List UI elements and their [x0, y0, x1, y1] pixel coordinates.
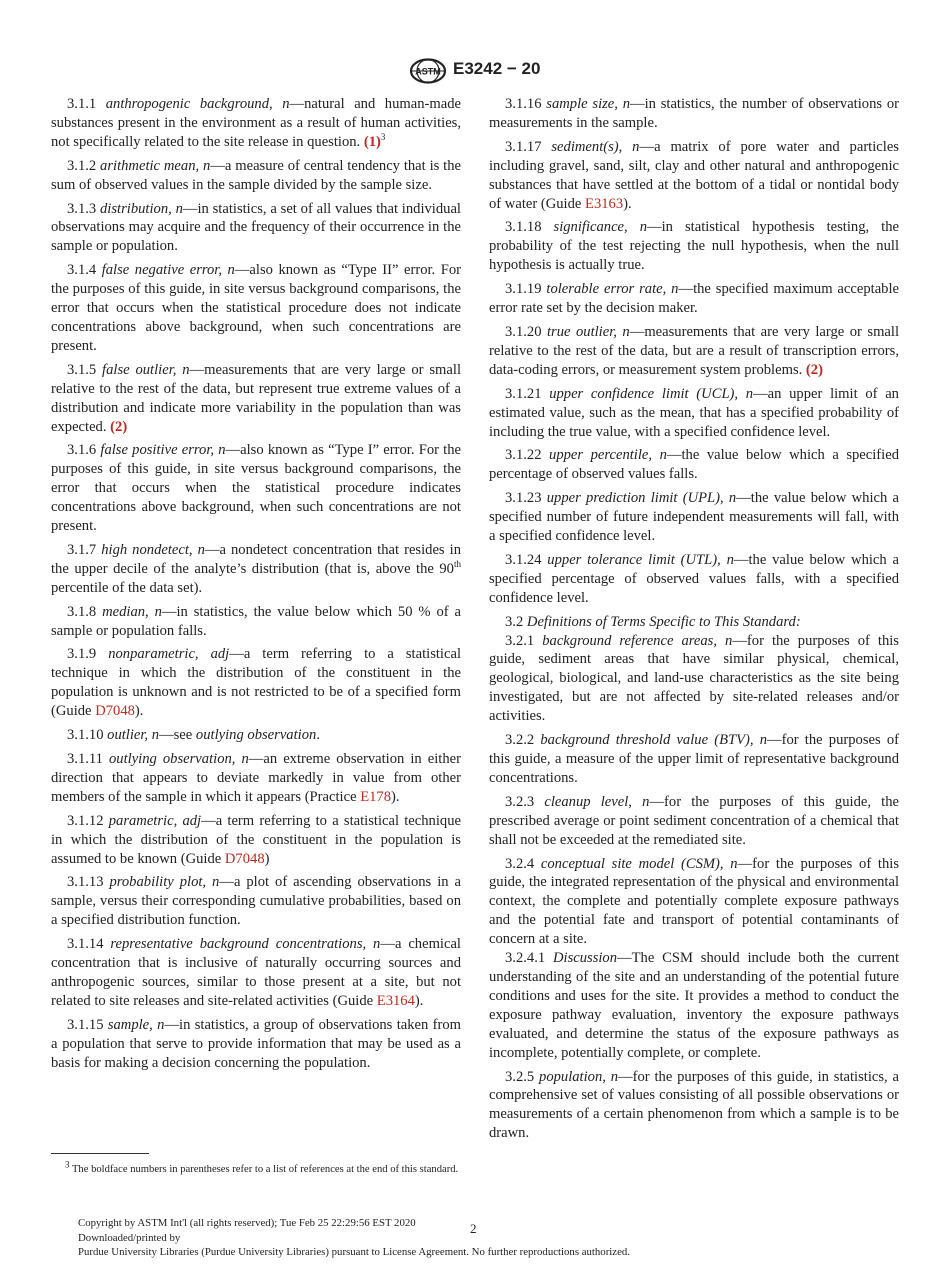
definition-text-end: percentile of the data set).: [51, 579, 203, 596]
definition-text: —a plot of ascending observations in a sample, versus their corresponding cumulative probabilities, based on a specified distribution function.: [51, 874, 461, 929]
definition-paragraph: [489, 138, 899, 214]
section-number: 3.2.3: [505, 793, 535, 810]
superscript: th: [453, 558, 461, 569]
definition-text: —also known as “Type II” error. For the purposes of this guide, in site versus background comparisons, the error that occurs when the statistical procedure does not indicate concentrations above background, when such concentrations are present.: [51, 262, 461, 354]
definition-text: —measurements that are very large or small relative to the rest of the data, but are a result of transcription errors, data-coding errors, or measurement system problems.: [489, 323, 900, 378]
definition-text: —for the purposes of this guide, a measure of the upper limit of representative background concentrations.: [489, 732, 899, 786]
section-number: 3.1.9: [67, 646, 97, 663]
definition-paragraph: [51, 157, 461, 195]
section-number: 3.1.3: [67, 200, 97, 217]
definition-text: —the value below which a specified percentage of observed values falls.: [489, 447, 899, 483]
definition-text-end: ).: [134, 703, 144, 720]
definition-paragraph: [489, 1068, 899, 1144]
definition-text: —for the purposes of this guide, the prescribed average or point sediment concentration of a chemical that shall not be exceeded at the remediated site.: [489, 793, 900, 848]
definition-paragraph: [489, 855, 899, 950]
defined-term: false outlier, n: [102, 361, 190, 378]
logo-text: ASTM: [415, 66, 441, 77]
section-number: 3.1.23: [505, 490, 542, 507]
defined-term: significance, n: [553, 219, 648, 236]
definition-paragraph: [51, 261, 461, 356]
defined-term: distribution, n: [100, 200, 183, 217]
section-number: 3.1.12: [67, 812, 104, 829]
section-number: 3.1.11: [67, 751, 103, 767]
definition-paragraph: [51, 935, 461, 1011]
defined-term: arithmetic mean, n: [100, 157, 211, 174]
defined-term: false negative error, n: [101, 262, 235, 279]
definition-paragraph: [489, 323, 899, 380]
defined-term: Definitions of Terms Specific to This Standard:: [526, 613, 801, 630]
defined-term: cleanup level, n: [544, 793, 650, 810]
defined-term: true outlier, n: [546, 323, 630, 340]
defined-term: false positive error, n: [100, 442, 226, 459]
footnote-divider: [51, 1153, 149, 1154]
definition-text-end: ).: [391, 788, 400, 805]
section-number: 3.1.22: [505, 447, 542, 464]
definition-paragraph: [489, 731, 899, 788]
definition-paragraph: [489, 613, 899, 632]
reference-open: (: [805, 361, 811, 378]
standard-link[interactable]: E3164: [376, 992, 415, 1009]
cross-reference-term: outlying observation: [195, 727, 317, 744]
reference-number[interactable]: 1: [368, 133, 377, 150]
definition-text: —in statistics, a set of all values that individual observations may acquire and the frequency of their occurrence in the sample or population.: [51, 200, 461, 255]
defined-term: anthropogenic background, n: [105, 96, 290, 112]
reference-number[interactable]: 2: [810, 361, 819, 378]
defined-term: nonparametric, adj: [108, 646, 230, 663]
definition-paragraph: [51, 441, 461, 536]
defined-term: probability plot, n: [109, 874, 220, 891]
defined-term: upper tolerance limit (UTL), n: [547, 551, 734, 568]
defined-term: population, n: [539, 1068, 619, 1085]
section-number: 3.1.6: [67, 442, 97, 459]
definition-text: —natural and human-made substances present in the environment as a result of human activities, not specifically related to the site release in question.: [51, 96, 461, 150]
standard-link[interactable]: E178: [360, 788, 392, 805]
section-number: 3.1.17: [505, 138, 542, 155]
definition-paragraph: [51, 750, 461, 807]
standard-link[interactable]: E3163: [585, 195, 624, 212]
definition-text: —the specified maximum acceptable error rate set by the decision maker.: [489, 281, 900, 317]
section-number: 3.2.2: [505, 732, 535, 749]
section-number: 3.1.24: [505, 551, 542, 568]
definition-paragraph: [51, 1016, 461, 1073]
page-header: [0, 56, 950, 86]
definition-paragraph: [489, 95, 899, 133]
defined-term: outlying observation, n: [109, 751, 249, 767]
section-number: 3.1.7: [67, 541, 97, 558]
definition-text-end: .: [316, 727, 320, 744]
definition-paragraph: [51, 541, 461, 598]
astm-logo-icon: [408, 58, 448, 84]
section-number: 3.2: [505, 613, 524, 630]
standard-link[interactable]: D7048: [224, 850, 265, 867]
section-number: 3.1.16: [505, 96, 542, 112]
page-footer: [78, 1216, 918, 1260]
section-number: 3.1.18: [505, 219, 542, 236]
definition-text: —in statistics, a group of observations taken from a population that serve to provide information that may be used as a basis for making a decision concerning the population.: [51, 1016, 461, 1071]
reference-open: (: [110, 418, 116, 435]
definition-text: —a term referring to a statistical technique in which the distribution of the constituent in the population is assumed to be known (Guide: [51, 812, 461, 867]
footnote-text: The boldface numbers in parentheses refer to a list of references at the end of this standard.: [69, 1164, 459, 1175]
definition-paragraph: [51, 95, 461, 152]
left-column: [51, 95, 461, 1078]
definition-paragraph: [51, 361, 461, 437]
section-number: 3.1.10: [67, 727, 104, 744]
reference-close: ): [818, 361, 823, 378]
definition-paragraph: [51, 645, 461, 721]
defined-term: Discussion: [552, 950, 618, 967]
section-number: 3.2.1: [505, 632, 535, 649]
definition-text: —a term referring to a statistical technique in which the distribution of the constituent in the population is unknown and is not restricted to be of a specified form (Guide: [51, 646, 461, 720]
copyright-line: Copyright by ASTM Int'l (all rights reserved); Tue Feb 25 22:29:56 EST 2020: [78, 1217, 416, 1229]
definition-text: —a nondetect concentration that resides in the upper decile of the analyte’s distribution (that is, above the 90: [51, 541, 461, 577]
definition-text: —an extreme observation in either direction that appears to deviate markedly in value from other members of the sample in which it appears (Practice: [51, 751, 461, 805]
section-number: 3.2.4: [505, 855, 535, 872]
definition-text-end: ).: [623, 195, 632, 212]
definition-paragraph: [489, 385, 899, 442]
definition-paragraph: [51, 873, 461, 930]
section-number: 3.1.20: [505, 323, 542, 340]
definition-text: —in statistics, the value below which 50 % of a sample or population falls.: [51, 603, 461, 639]
defined-term: background threshold value (BTV), n: [540, 732, 767, 749]
defined-term: median, n: [102, 603, 162, 620]
definition-paragraph: [489, 551, 899, 608]
section-number: 3.1.14: [67, 936, 104, 953]
reference-close: ): [376, 133, 381, 150]
definition-text: —for the purposes of this guide, in statistics, a comprehensive set of values consisting of all possible observations or measurements of a certain phenomenon from which a sample is to be drawn.: [489, 1068, 899, 1142]
definition-text: —a measure of central tendency that is the sum of observed values in the sample divided by the sample size.: [51, 157, 461, 193]
defined-term: tolerable error rate, n: [546, 281, 679, 298]
defined-term: high nondetect, n: [101, 541, 205, 558]
page-number: 2: [470, 1221, 477, 1236]
defined-term: sediment(s), n: [551, 138, 640, 155]
definition-paragraph: [489, 280, 899, 318]
definition-paragraph: [489, 489, 899, 546]
section-number: 3.1.1: [67, 96, 97, 112]
standard-link[interactable]: D7048: [95, 703, 135, 720]
definition-text: —in statistics, the number of observations or measurements in the sample.: [489, 96, 899, 131]
section-number: 3.1.8: [67, 603, 97, 620]
section-number: 3.1.2: [67, 157, 97, 174]
defined-term: sample size, n: [546, 96, 630, 112]
reference-open: (: [363, 133, 369, 150]
definition-paragraph: [489, 218, 899, 275]
defined-term: conceptual site model (CSM), n: [540, 855, 738, 872]
footnote-marker: 3: [65, 1159, 70, 1170]
license-line: Purdue University Libraries (Purdue University Libraries) pursuant to License Agreement. No further reproductions authorized.: [78, 1246, 630, 1258]
section-number: 3.2.4.1: [505, 950, 546, 967]
defined-term: upper prediction limit (UPL), n: [546, 490, 737, 507]
reference-number[interactable]: 2: [115, 418, 123, 435]
section-number: 3.1.15: [67, 1016, 104, 1033]
section-number: 3.1.21: [505, 385, 542, 402]
defined-term: sample, n: [107, 1016, 165, 1033]
definition-paragraph: [489, 949, 899, 1062]
defined-term: outlier, n: [107, 727, 160, 744]
definition-paragraph: [489, 446, 899, 484]
download-line: Downloaded/printed by: [78, 1231, 181, 1244]
section-number: 3.2.5: [505, 1068, 535, 1085]
definition-text: —measurements that are very large or small relative to the rest of the data, but represent true extreme values of a distribution and indicate more variability in the population than was expected.: [51, 361, 461, 435]
footnote: [51, 1159, 461, 1177]
definition-paragraph: [489, 632, 899, 727]
definition-text: —see: [159, 727, 196, 744]
section-number: 3.1.5: [67, 361, 97, 378]
defined-term: upper confidence limit (UCL), n: [549, 385, 754, 402]
definition-text: —a chemical concentration that is inclusive of naturally occurring sources and anthropogenic sources, similar to those present at a site, but not related to site releases and site-related activities (Guide: [51, 936, 461, 1009]
definition-text: —an upper limit of an estimated value, such as the mean, that has a specified probability of including the true value, with a specified confidence level.: [489, 385, 899, 440]
definition-text-end: ): [264, 850, 270, 867]
section-number: 3.1.4: [67, 262, 97, 279]
definition-text: —also known as “Type I” error. For the purposes of this guide, in site versus background comparisons, the error that occurs when the statistical procedure indicates concentrations above background, when such concentrations are not present.: [51, 442, 461, 535]
definition-paragraph: [51, 200, 461, 257]
defined-term: background reference areas, n: [542, 632, 733, 649]
definition-text: —The CSM should include both the current understanding of the site and an understanding of the potential future conditions and uses for the site. It provides a method to conduct the exposure pathway evaluation, inventory the exposure pathways evaluated, and determine the status of the exposure pathways as incomplete, potentially complete, or complete.: [489, 950, 899, 1061]
definition-text: —for the purposes of this guide, sediment areas that have similar physical, chemical, geological, biological, and land-use characteristics as the site being investigated, but are not affected by site-related releases and/or activities.: [489, 632, 899, 725]
defined-term: upper percentile, n: [549, 447, 667, 464]
definition-text: —the value below which a specified number of future independent measurements will fall, with a specified confidence level.: [489, 490, 899, 545]
superscript: 3: [380, 131, 386, 142]
document-id: E3242 − 20: [453, 59, 541, 78]
reference-close: ): [122, 418, 128, 435]
defined-term: representative background concentrations, n: [110, 936, 381, 953]
definition-text: —for the purposes of this guide, the integrated representation of the physical and environmental context, the complete and potentially complete exposure pathways and the potential fate and transport of potential contaminants of concern at a site.: [489, 855, 899, 948]
right-column: [489, 95, 899, 1148]
section-number: 3.1.19: [505, 281, 542, 298]
definition-paragraph: [489, 793, 899, 850]
definition-text: —in statistical hypothesis testing, the probability of the test rejecting the null hypothesis, when the null hypothesis is actually true.: [489, 219, 899, 274]
definition-text: —the value below which a specified percentage of observed values falls, with a specified confidence level.: [489, 551, 899, 606]
definition-paragraph: [51, 726, 461, 745]
defined-term: parametric, adj: [108, 812, 202, 829]
section-number: 3.1.13: [67, 874, 104, 891]
definition-paragraph: [51, 812, 461, 869]
definition-paragraph: [51, 603, 461, 641]
definition-text: —a matrix of pore water and particles including gravel, sand, silt, clay and other natural and anthropogenic substances that have settled at the bottom of a tidal or nontidal body of water (Guide: [489, 138, 899, 212]
definition-text-end: ).: [414, 992, 424, 1009]
